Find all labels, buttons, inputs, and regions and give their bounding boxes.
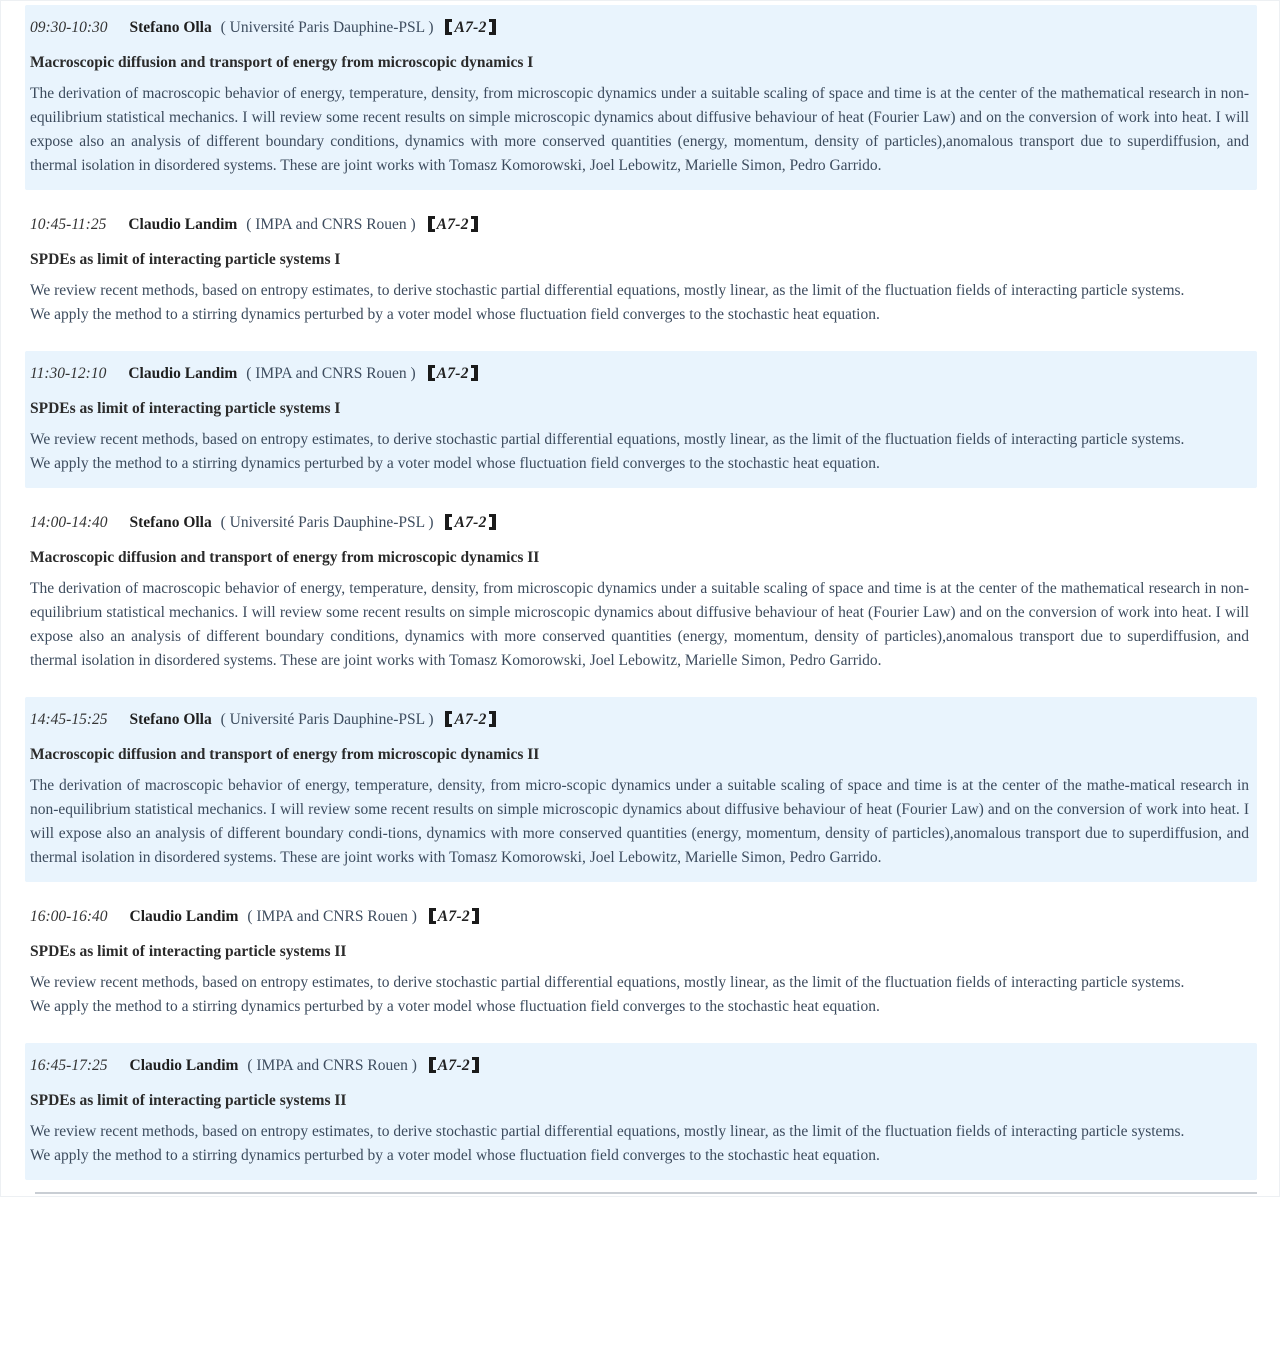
abstract-paragraph: We apply the method to a stirring dynamics perturbed by a voter model whose fluctuation field converges to the stochastic heat equation. (30, 998, 880, 1015)
session-block (25, 1043, 1257, 1180)
session-code-text: A7-2 (436, 216, 469, 233)
lenticular-bracket-open-icon (429, 908, 436, 924)
session-code-text: A7-2 (454, 711, 487, 728)
talk-abstract (30, 577, 1249, 673)
talk-title: Macroscopic diffusion and transport of energy from microscopic dynamics I (30, 54, 534, 71)
abstract-paragraph: We apply the method to a stirring dynamics perturbed by a voter model whose fluctuation field converges to the stochastic heat equation. (30, 1147, 880, 1164)
session-block (25, 697, 1257, 882)
session-block (25, 202, 1257, 339)
session-code (428, 365, 478, 382)
talk-abstract (30, 1120, 1249, 1168)
lenticular-bracket-open-icon (428, 365, 435, 381)
talk-abstract (30, 428, 1249, 476)
speaker-name: Claudio Landim (129, 1057, 239, 1074)
abstract-paragraph: We review recent methods, based on entropy estimates, to derive stochastic partial differential equations, mostly linear, as the limit of the fluctuation fields of interacting particle systems. (30, 1123, 1185, 1140)
speaker-affiliation: ( Université Paris Dauphine-PSL ) (216, 514, 438, 531)
session-code (428, 216, 478, 233)
lenticular-bracket-close-icon (489, 514, 496, 530)
talk-abstract (30, 82, 1249, 178)
session-header (30, 214, 1249, 236)
session-code-text: A7-2 (454, 514, 487, 531)
talk-title: SPDEs as limit of interacting particle systems II (30, 943, 347, 960)
session-code (445, 19, 495, 36)
session-header (30, 1055, 1249, 1077)
speaker-affiliation: ( Université Paris Dauphine-PSL ) (216, 711, 438, 728)
session-time: 16:45-17:25 (30, 1057, 108, 1074)
conference-program-page (25, 5, 1257, 1194)
session-time: 10:45-11:25 (30, 216, 107, 233)
speaker-affiliation: ( Université Paris Dauphine-PSL ) (216, 19, 438, 36)
speaker-name: Stefano Olla (129, 711, 212, 728)
lenticular-bracket-close-icon (472, 908, 479, 924)
session-header (30, 906, 1249, 928)
speaker-affiliation: ( IMPA and CNRS Rouen ) (243, 1057, 421, 1074)
speaker-affiliation: ( IMPA and CNRS Rouen ) (242, 216, 420, 233)
session-time: 14:45-15:25 (30, 711, 108, 728)
session-block (25, 500, 1257, 685)
session-header (30, 512, 1249, 534)
talk-title: Macroscopic diffusion and transport of energy from microscopic dynamics II (30, 746, 540, 763)
lenticular-bracket-open-icon (429, 1057, 436, 1073)
speaker-affiliation: ( IMPA and CNRS Rouen ) (242, 365, 420, 382)
abstract-paragraph: The derivation of macroscopic behavior of energy, temperature, density, from microscopic dynamics under a suitable scaling of space and time is at the center of the mathematical research in non-equilibrium statistical mechanics. I will review some recent results on simple microscopic dynamics about diffusive behaviour of heat (Fourier Law) and on the conversion of work into heat. I will expose also an analysis of different boundary conditions, dynamics with more conserved quantities (energy, momentum, density of particles),anomalous transport due to superdiffusion, and thermal isolation in disordered systems. These are joint works with Tomasz Komorowski, Joel Lebowitz, Marielle Simon, Pedro Garrido. (30, 85, 1249, 174)
session-header (30, 709, 1249, 731)
session-code-text: A7-2 (436, 365, 469, 382)
session-block (25, 351, 1257, 488)
session-code (445, 514, 495, 531)
session-header (30, 17, 1249, 39)
session-code (429, 908, 479, 925)
lenticular-bracket-close-icon (471, 365, 478, 381)
talk-title: Macroscopic diffusion and transport of energy from microscopic dynamics II (30, 549, 540, 566)
session-header (30, 363, 1249, 385)
talk-title: SPDEs as limit of interacting particle systems I (30, 400, 341, 417)
abstract-paragraph: The derivation of macroscopic behavior of energy, temperature, density, from micro-scopic dynamics under a suitable scaling of space and time is at the center of the mathe-matical research in non-equilibrium statistical mechanics. I will review some recent results on simple microscopic dynamics about diffusive behaviour of heat (Fourier Law) and on the conversion of work into heat. I will expose also an analysis of different boundary condi-tions, dynamics with more conserved quantities (energy, momentum, density of particles),anomalous transport due to superdiffusion, and thermal isolation in disordered systems. These are joint works with Tomasz Komorowski, Joel Lebowitz, Marielle Simon, Pedro Garrido. (30, 777, 1249, 866)
bottom-divider (35, 1192, 1257, 1194)
session-code-text: A7-2 (437, 1057, 470, 1074)
talk-abstract (30, 971, 1249, 1019)
speaker-name: Claudio Landim (128, 216, 238, 233)
talk-title: SPDEs as limit of interacting particle systems I (30, 251, 341, 268)
abstract-paragraph: We review recent methods, based on entropy estimates, to derive stochastic partial differential equations, mostly linear, as the limit of the fluctuation fields of interacting particle systems. (30, 974, 1185, 991)
abstract-paragraph: We review recent methods, based on entropy estimates, to derive stochastic partial differential equations, mostly linear, as the limit of the fluctuation fields of interacting particle systems. (30, 282, 1185, 299)
talk-abstract (30, 774, 1249, 870)
lenticular-bracket-open-icon (428, 216, 435, 232)
session-block (25, 894, 1257, 1031)
session-code (429, 1057, 479, 1074)
session-code-text: A7-2 (437, 908, 470, 925)
abstract-paragraph: We review recent methods, based on entropy estimates, to derive stochastic partial differential equations, mostly linear, as the limit of the fluctuation fields of interacting particle systems. (30, 431, 1185, 448)
speaker-name: Claudio Landim (129, 908, 239, 925)
talk-title: SPDEs as limit of interacting particle systems II (30, 1092, 347, 1109)
session-time: 14:00-14:40 (30, 514, 108, 531)
lenticular-bracket-close-icon (489, 19, 496, 35)
lenticular-bracket-close-icon (471, 216, 478, 232)
abstract-paragraph: We apply the method to a stirring dynamics perturbed by a voter model whose fluctuation field converges to the stochastic heat equation. (30, 455, 880, 472)
lenticular-bracket-open-icon (445, 711, 452, 727)
lenticular-bracket-open-icon (445, 19, 452, 35)
talk-abstract (30, 279, 1249, 327)
lenticular-bracket-close-icon (489, 711, 496, 727)
session-time: 09:30-10:30 (30, 19, 108, 36)
lenticular-bracket-open-icon (445, 514, 452, 530)
abstract-paragraph: We apply the method to a stirring dynamics perturbed by a voter model whose fluctuation field converges to the stochastic heat equation. (30, 306, 880, 323)
session-code-text: A7-2 (454, 19, 487, 36)
speaker-name: Stefano Olla (129, 19, 212, 36)
speaker-affiliation: ( IMPA and CNRS Rouen ) (243, 908, 421, 925)
session-time: 16:00-16:40 (30, 908, 108, 925)
session-code (445, 711, 495, 728)
session-time: 11:30-12:10 (30, 365, 107, 382)
session-list (25, 5, 1257, 1180)
speaker-name: Claudio Landim (128, 365, 238, 382)
abstract-paragraph: The derivation of macroscopic behavior of energy, temperature, density, from microscopic dynamics under a suitable scaling of space and time is at the center of the mathematical research in non-equilibrium statistical mechanics. I will review some recent results on simple microscopic dynamics about diffusive behaviour of heat (Fourier Law) and on the conversion of work into heat. I will expose also an analysis of different boundary conditions, dynamics with more conserved quantities (energy, momentum, density of particles),anomalous transport due to superdiffusion, and thermal isolation in disordered systems. These are joint works with Tomasz Komorowski, Joel Lebowitz, Marielle Simon, Pedro Garrido. (30, 580, 1249, 669)
session-block (25, 5, 1257, 190)
speaker-name: Stefano Olla (129, 514, 212, 531)
lenticular-bracket-close-icon (472, 1057, 479, 1073)
